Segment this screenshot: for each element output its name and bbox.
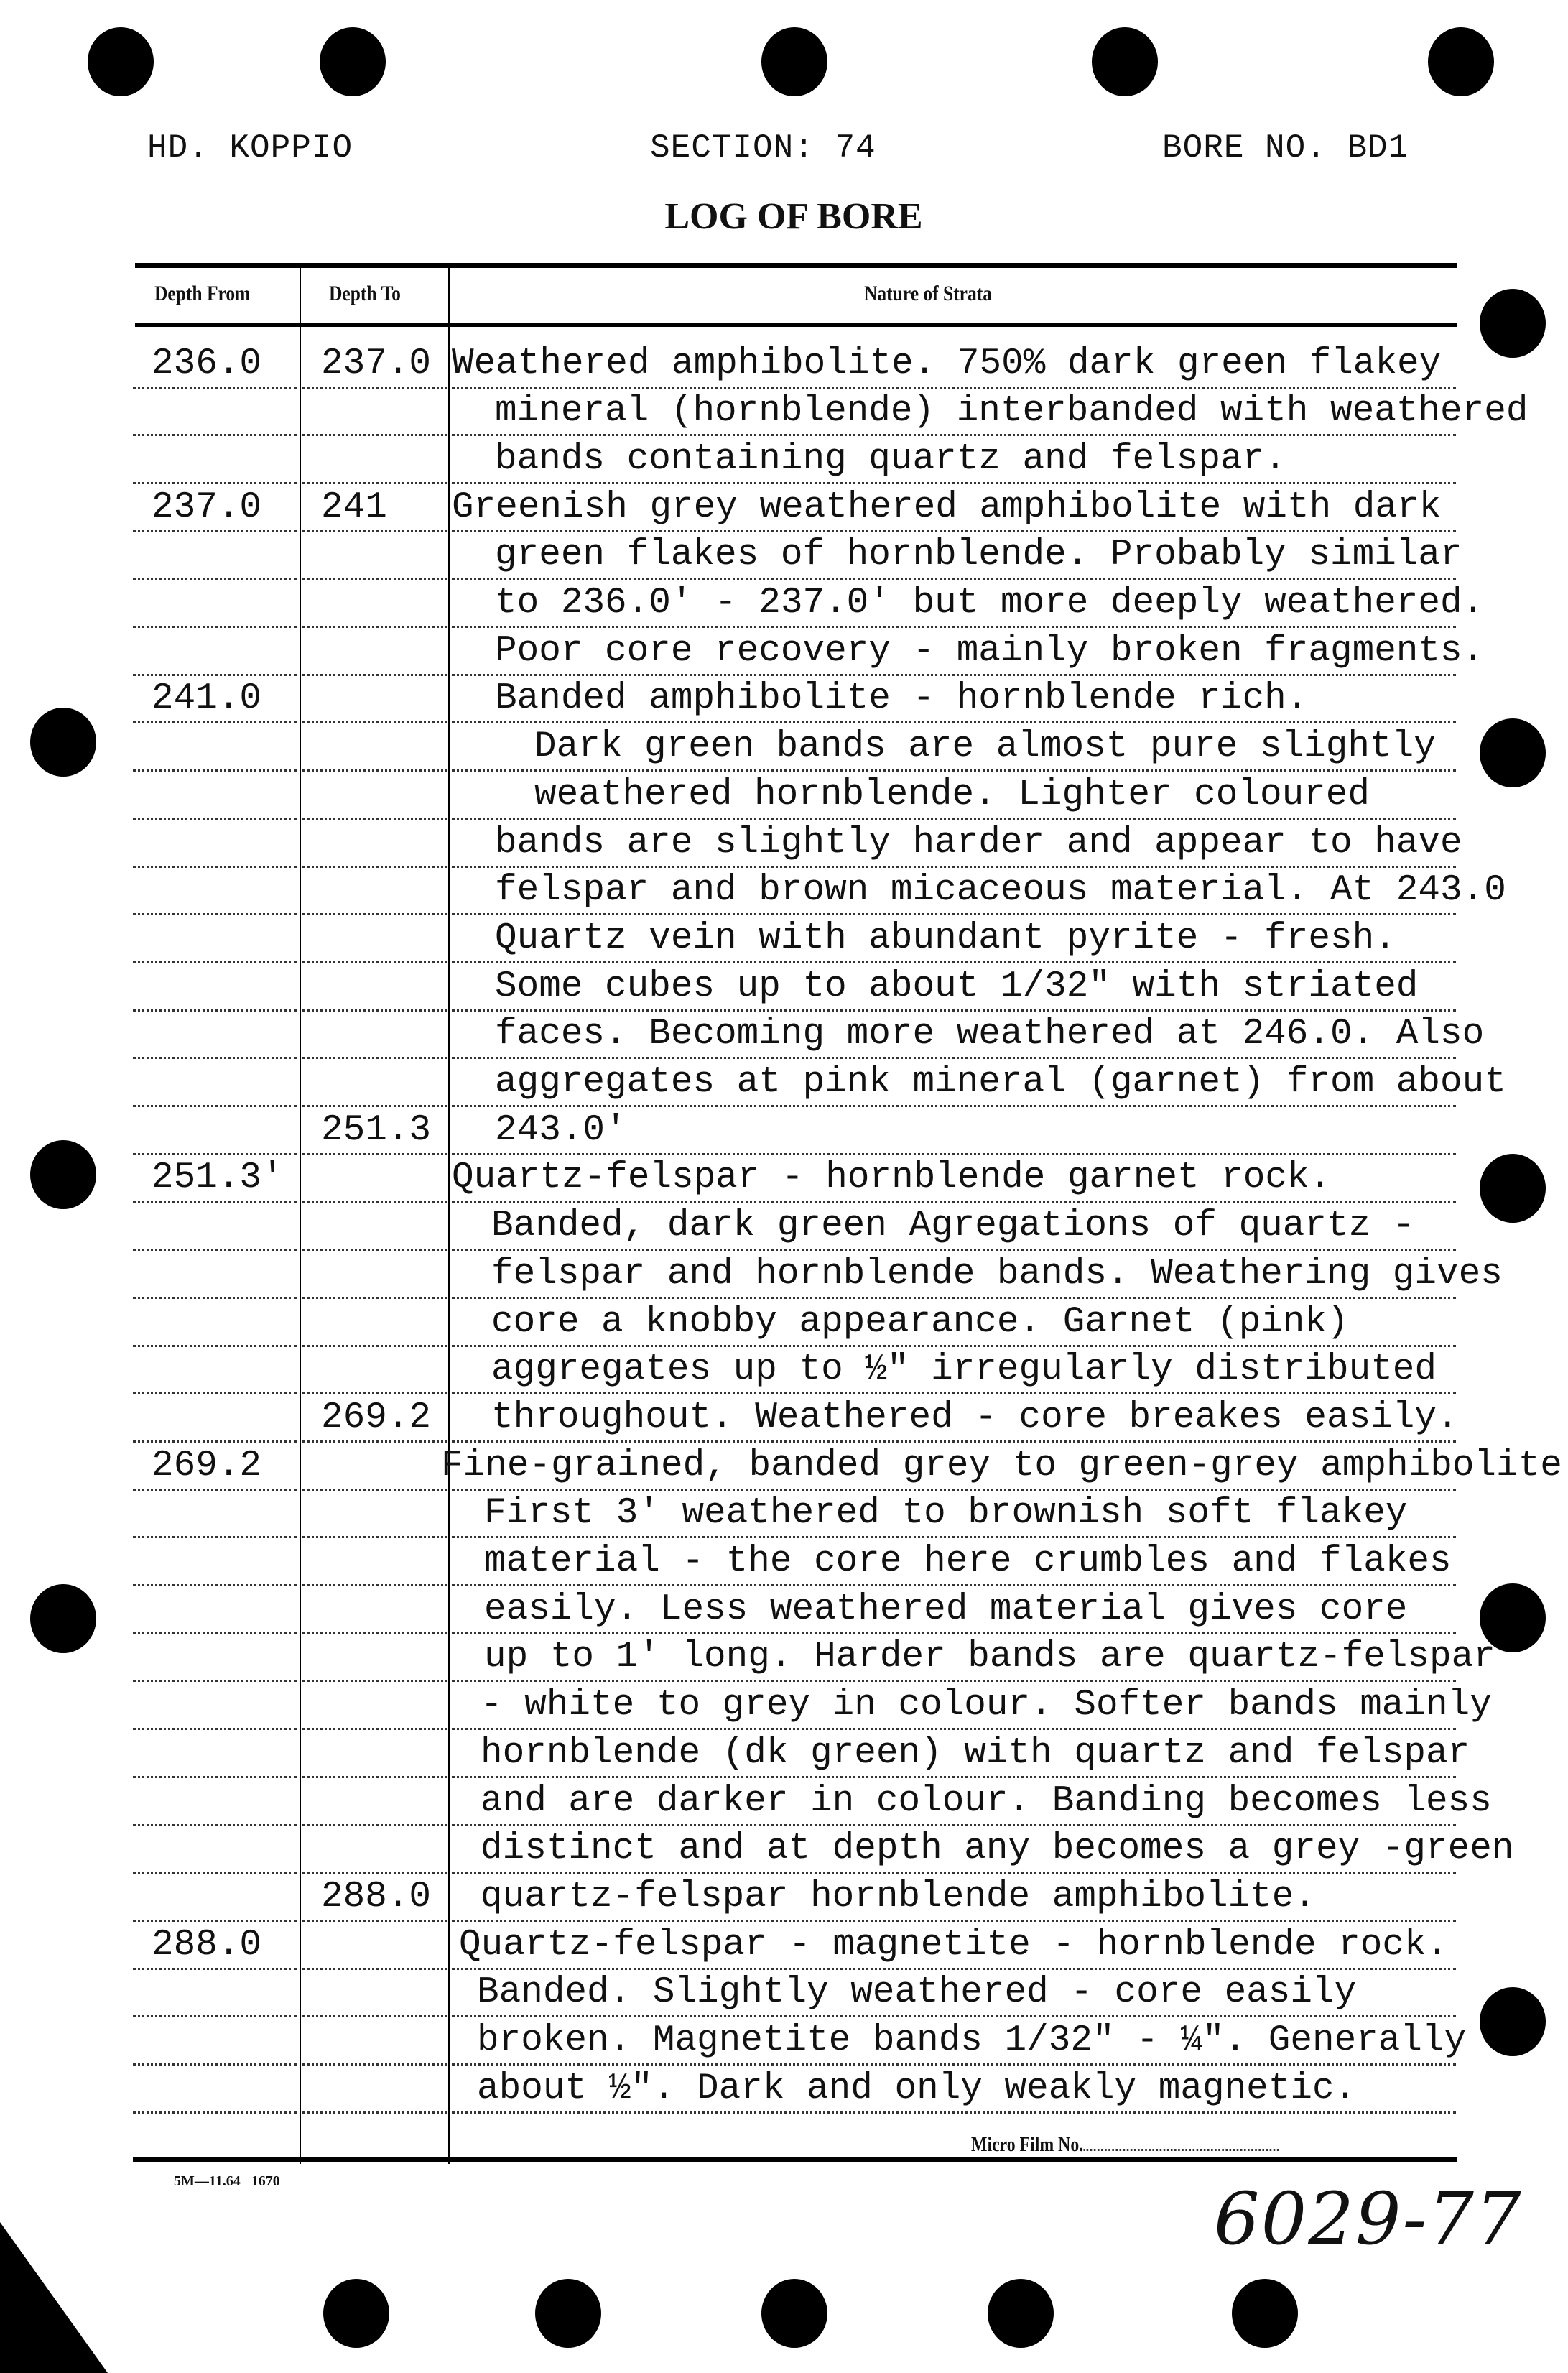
punch-hole <box>535 2279 601 2348</box>
strata-text: Poor core recovery - mainly broken fragments. <box>495 630 1485 672</box>
depth-to-cell <box>302 1683 447 1731</box>
depth-from-value: 251.3' <box>152 1157 284 1199</box>
table-row <box>133 1107 1456 1155</box>
strata-cell <box>452 963 1456 1012</box>
depth-from-value: 288.0 <box>152 1924 262 1966</box>
depth-from-cell <box>133 341 297 389</box>
depth-from-cell <box>133 1347 297 1395</box>
punch-hole <box>88 27 154 96</box>
table-row <box>133 1299 1456 1347</box>
strata-cell <box>452 1347 1456 1395</box>
depth-to-cell <box>302 1012 447 1060</box>
table-row <box>133 1730 1470 1778</box>
strata-text: Some cubes up to about 1/32" with striated <box>495 966 1419 1007</box>
corner-shadow <box>0 2222 108 2373</box>
table-row <box>133 1874 1456 1922</box>
strata-text: aggregates up to ½" irregularly distributed <box>491 1349 1437 1391</box>
strata-cell <box>452 1826 1514 1874</box>
strata-text: about ½". Dark and only weakly magnetic. <box>477 2068 1357 2109</box>
strata-cell <box>452 915 1456 963</box>
table-row <box>133 1347 1456 1395</box>
punch-hole <box>1480 718 1546 787</box>
depth-from-cell <box>133 1060 297 1108</box>
strata-text: up to 1' long. Harder bands are quartz-felspar <box>484 1637 1495 1678</box>
strata-cell <box>452 1683 1492 1731</box>
table-row <box>133 1586 1456 1634</box>
depth-from-value: 241.0 <box>152 678 262 720</box>
depth-from-cell <box>133 772 297 820</box>
column-header-depth-to: Depth To <box>329 282 401 305</box>
table-row <box>133 628 1485 676</box>
table-row <box>133 1155 1456 1203</box>
micro-film-text: Micro Film No. <box>971 2134 1084 2156</box>
strata-text: distinct and at depth any becomes a grey -green <box>481 1828 1514 1870</box>
strata-text: Banded amphibolite - hornblende rich. <box>495 678 1309 720</box>
strata-text: broken. Magnetite bands 1/32" - ¼". Generally <box>477 2020 1467 2062</box>
depth-to-cell <box>302 436 447 484</box>
table-row <box>133 1970 1456 2018</box>
table-row <box>133 1491 1456 1539</box>
depth-from-cell <box>133 868 297 916</box>
depth-from-cell <box>133 1251 297 1299</box>
column-header-nature: Nature of Strata <box>864 282 992 305</box>
punch-hole <box>1480 289 1546 358</box>
strata-text: Banded. Slightly weathered - core easily <box>477 1972 1357 2014</box>
strata-text: First 3' weathered to brownish soft flakey <box>484 1493 1408 1535</box>
depth-from-cell <box>133 1730 297 1778</box>
table-row <box>133 676 1456 724</box>
punch-hole <box>320 27 386 96</box>
depth-from-cell <box>133 1203 297 1252</box>
table-row <box>133 484 1456 532</box>
depth-to-cell <box>302 532 447 580</box>
table-row <box>133 580 1485 629</box>
table-row <box>133 1443 1562 1491</box>
strata-text: and are darker in colour. Banding becomes less <box>481 1780 1492 1822</box>
depth-from-cell <box>133 389 297 437</box>
depth-to-cell <box>302 1874 447 1922</box>
depth-from-cell <box>133 1826 297 1874</box>
depth-to-cell <box>302 1826 447 1874</box>
strata-text: weathered hornblende. Lighter coloured <box>534 774 1370 815</box>
depth-from-cell <box>133 1874 297 1922</box>
strata-cell <box>452 724 1456 772</box>
table-row <box>133 1539 1456 1587</box>
strata-cell <box>452 1203 1456 1252</box>
table-row <box>133 963 1456 1012</box>
depth-to-cell <box>302 1586 447 1634</box>
depth-from-value: 237.0 <box>152 486 262 528</box>
depth-from-cell <box>133 963 297 1012</box>
depth-to-cell <box>302 724 447 772</box>
strata-text: mineral (hornblende) interbanded with weathered <box>495 391 1528 432</box>
depth-to-value: 237.0 <box>321 343 432 384</box>
strata-cell <box>452 628 1485 676</box>
table-row <box>133 868 1506 916</box>
strata-cell <box>452 868 1506 916</box>
micro-film-label <box>971 2134 1279 2157</box>
depth-from-cell <box>133 1922 297 1970</box>
strata-cell <box>452 1539 1456 1587</box>
table-row <box>133 1826 1514 1874</box>
depth-from-cell <box>133 484 297 532</box>
strata-cell <box>452 580 1485 629</box>
depth-to-cell <box>302 1970 447 2018</box>
strata-text: core a knobby appearance. Garnet (pink) <box>491 1301 1349 1343</box>
strata-text: felspar and hornblende bands. Weathering gives <box>491 1253 1503 1295</box>
strata-text: 243.0' <box>495 1109 627 1151</box>
table-row <box>133 2018 1467 2066</box>
depth-to-cell <box>302 1634 447 1683</box>
table-row <box>133 1683 1492 1731</box>
depth-from-cell <box>133 1012 297 1060</box>
depth-to-cell <box>302 1491 447 1539</box>
strata-text: throughout. Weathered - core breakes easily. <box>491 1397 1459 1438</box>
strata-cell <box>441 1443 1562 1491</box>
depth-to-cell <box>302 1203 447 1252</box>
strata-cell <box>452 2018 1467 2066</box>
strata-cell <box>452 2066 1456 2114</box>
depth-to-cell <box>302 1539 447 1587</box>
strata-text: bands containing quartz and felspar. <box>495 438 1286 480</box>
depth-to-cell <box>302 1730 447 1778</box>
strata-text: Greenish grey weathered amphibolite with dark <box>452 486 1442 528</box>
depth-to-cell <box>302 389 447 437</box>
depth-from-cell <box>133 1299 297 1347</box>
strata-cell <box>452 389 1528 437</box>
table-row <box>133 772 1456 820</box>
strata-text: - white to grey in colour. Softer bands mainly <box>481 1685 1492 1726</box>
strata-text: quartz-felspar hornblende amphibolite. <box>481 1876 1316 1918</box>
depth-from-cell <box>133 1443 297 1491</box>
strata-cell <box>452 1634 1495 1683</box>
strata-text: aggregates at pink mineral (garnet) from about <box>495 1062 1506 1104</box>
depth-to-cell <box>302 1443 447 1491</box>
depth-from-cell <box>133 580 297 629</box>
depth-from-cell <box>133 1491 297 1539</box>
strata-text: material - the core here crumbles and flakes <box>484 1541 1452 1583</box>
depth-from-cell <box>133 1634 297 1683</box>
table-row <box>133 1922 1456 1970</box>
depth-from-cell <box>133 1155 297 1203</box>
punch-hole <box>1480 1987 1546 2056</box>
strata-text: Quartz-felspar - hornblende garnet rock. <box>452 1157 1332 1199</box>
depth-to-cell <box>302 341 447 389</box>
table-row <box>133 1394 1459 1443</box>
strata-cell <box>452 1251 1503 1299</box>
depth-to-cell <box>302 1394 447 1443</box>
strata-text: Weathered amphibolite. 750% dark green flakey <box>452 343 1442 384</box>
strata-cell <box>452 1155 1456 1203</box>
depth-from-cell <box>133 1107 297 1155</box>
strata-text: to 236.0' - 237.0' but more deeply weathered. <box>495 583 1485 624</box>
depth-to-cell <box>302 1347 447 1395</box>
depth-from-cell <box>133 1778 297 1826</box>
table-row <box>133 1251 1503 1299</box>
punch-hole <box>323 2279 389 2348</box>
depth-to-cell <box>302 1155 447 1203</box>
strata-cell <box>452 1107 1456 1155</box>
depth-to-cell <box>302 580 447 629</box>
strata-cell <box>452 676 1456 724</box>
table-row <box>133 1778 1492 1826</box>
strata-cell <box>452 1012 1485 1060</box>
depth-to-cell <box>302 676 447 724</box>
depth-from-cell <box>133 724 297 772</box>
punch-hole <box>30 1140 96 1209</box>
depth-to-cell <box>302 2066 447 2114</box>
table-row <box>133 1634 1495 1683</box>
strata-cell <box>452 1730 1470 1778</box>
depth-to-cell <box>302 820 447 868</box>
strata-text: faces. Becoming more weathered at 246.0. Also <box>495 1014 1485 1055</box>
depth-from-value: 236.0 <box>152 343 262 384</box>
depth-to-cell <box>302 1251 447 1299</box>
punch-hole <box>1428 27 1494 96</box>
table-row <box>133 1203 1456 1252</box>
hundred-label: HD. KOPPIO <box>147 129 353 167</box>
micro-film-field <box>1083 2149 1279 2151</box>
depth-from-cell <box>133 1970 297 2018</box>
punch-hole <box>761 27 827 96</box>
table-row <box>133 1012 1485 1060</box>
depth-from-cell <box>133 532 297 580</box>
table-row <box>133 915 1456 963</box>
depth-to-cell <box>302 915 447 963</box>
strata-text: Dark green bands are almost pure slightly <box>534 726 1436 768</box>
section-label: SECTION: 74 <box>650 129 876 167</box>
strata-text: Quartz-felspar - magnetite - hornblende rock. <box>459 1924 1449 1966</box>
table-row <box>133 389 1528 437</box>
punch-hole <box>761 2279 827 2348</box>
strata-cell <box>452 484 1456 532</box>
strata-text: bands are slightly harder and appear to have <box>495 822 1462 864</box>
table-row <box>133 2066 1456 2114</box>
strata-cell <box>452 1299 1456 1347</box>
strata-cell <box>452 1491 1456 1539</box>
depth-to-cell <box>302 2018 447 2066</box>
depth-from-cell <box>133 1683 297 1731</box>
table-row <box>133 532 1462 580</box>
strata-cell <box>452 1586 1456 1634</box>
depth-to-cell <box>302 1778 447 1826</box>
depth-to-value: 269.2 <box>321 1397 432 1438</box>
depth-to-cell <box>302 628 447 676</box>
depth-from-value: 269.2 <box>152 1445 262 1486</box>
strata-text: easily. Less weathered material gives core <box>484 1588 1408 1630</box>
depth-from-cell <box>133 2066 297 2114</box>
table-row <box>133 820 1462 868</box>
depth-from-cell <box>133 1394 297 1443</box>
depth-from-cell <box>133 436 297 484</box>
depth-from-cell <box>133 2018 297 2066</box>
strata-cell <box>452 341 1456 389</box>
depth-to-cell <box>302 772 447 820</box>
depth-from-cell <box>133 820 297 868</box>
table-row <box>133 1060 1506 1108</box>
strata-cell <box>452 820 1462 868</box>
depth-to-cell <box>302 484 447 532</box>
depth-to-value: 241 <box>321 486 387 528</box>
bore-number: BORE NO. BD1 <box>1162 129 1409 167</box>
strata-cell <box>452 532 1462 580</box>
depth-to-value: 251.3 <box>321 1109 432 1151</box>
table-row <box>133 436 1456 484</box>
depth-to-cell <box>302 1922 447 1970</box>
strata-cell <box>452 436 1456 484</box>
depth-to-value: 288.0 <box>321 1876 432 1918</box>
punch-hole <box>1092 27 1158 96</box>
form-code: 5M—11.64 1670 <box>174 2173 280 2189</box>
punch-hole <box>988 2279 1054 2348</box>
depth-from-cell <box>133 676 297 724</box>
depth-to-cell <box>302 1060 447 1108</box>
punch-hole <box>30 708 96 777</box>
strata-text: Banded, dark green Agregations of quartz - <box>491 1206 1415 1247</box>
strata-text: Fine-grained, banded grey to green-grey amphibolite <box>441 1445 1562 1486</box>
strata-text: Quartz vein with abundant pyrite - fresh. <box>495 917 1396 959</box>
strata-cell <box>452 1778 1492 1826</box>
strata-cell <box>452 1060 1506 1108</box>
strata-cell <box>452 1874 1456 1922</box>
depth-from-cell <box>133 628 297 676</box>
column-header-depth-from: Depth From <box>154 282 251 305</box>
handwritten-number: 6029-77 <box>1214 2177 1523 2261</box>
depth-from-cell <box>133 1586 297 1634</box>
top-rule <box>135 263 1457 268</box>
header-rule <box>135 323 1457 327</box>
strata-cell <box>452 772 1456 820</box>
strata-text: hornblende (dk green) with quartz and felspar <box>481 1732 1470 1774</box>
page-title: LOG OF BORE <box>664 196 923 237</box>
strata-text: felspar and brown micaceous material. At 243.0 <box>495 870 1506 912</box>
depth-from-cell <box>133 915 297 963</box>
strata-cell <box>452 1922 1456 1970</box>
table-row <box>133 341 1456 389</box>
depth-to-cell <box>302 963 447 1012</box>
depth-to-cell <box>302 1299 447 1347</box>
punch-hole <box>1232 2279 1298 2348</box>
strata-cell <box>452 1970 1456 2018</box>
depth-from-cell <box>133 1539 297 1587</box>
bottom-rule <box>133 2157 1457 2162</box>
punch-hole <box>30 1584 96 1653</box>
depth-to-cell <box>302 868 447 916</box>
strata-text: green flakes of hornblende. Probably similar <box>495 535 1462 576</box>
strata-cell <box>452 1394 1459 1443</box>
punch-hole <box>1480 1154 1546 1223</box>
table-row <box>133 724 1456 772</box>
depth-to-cell <box>302 1107 447 1155</box>
